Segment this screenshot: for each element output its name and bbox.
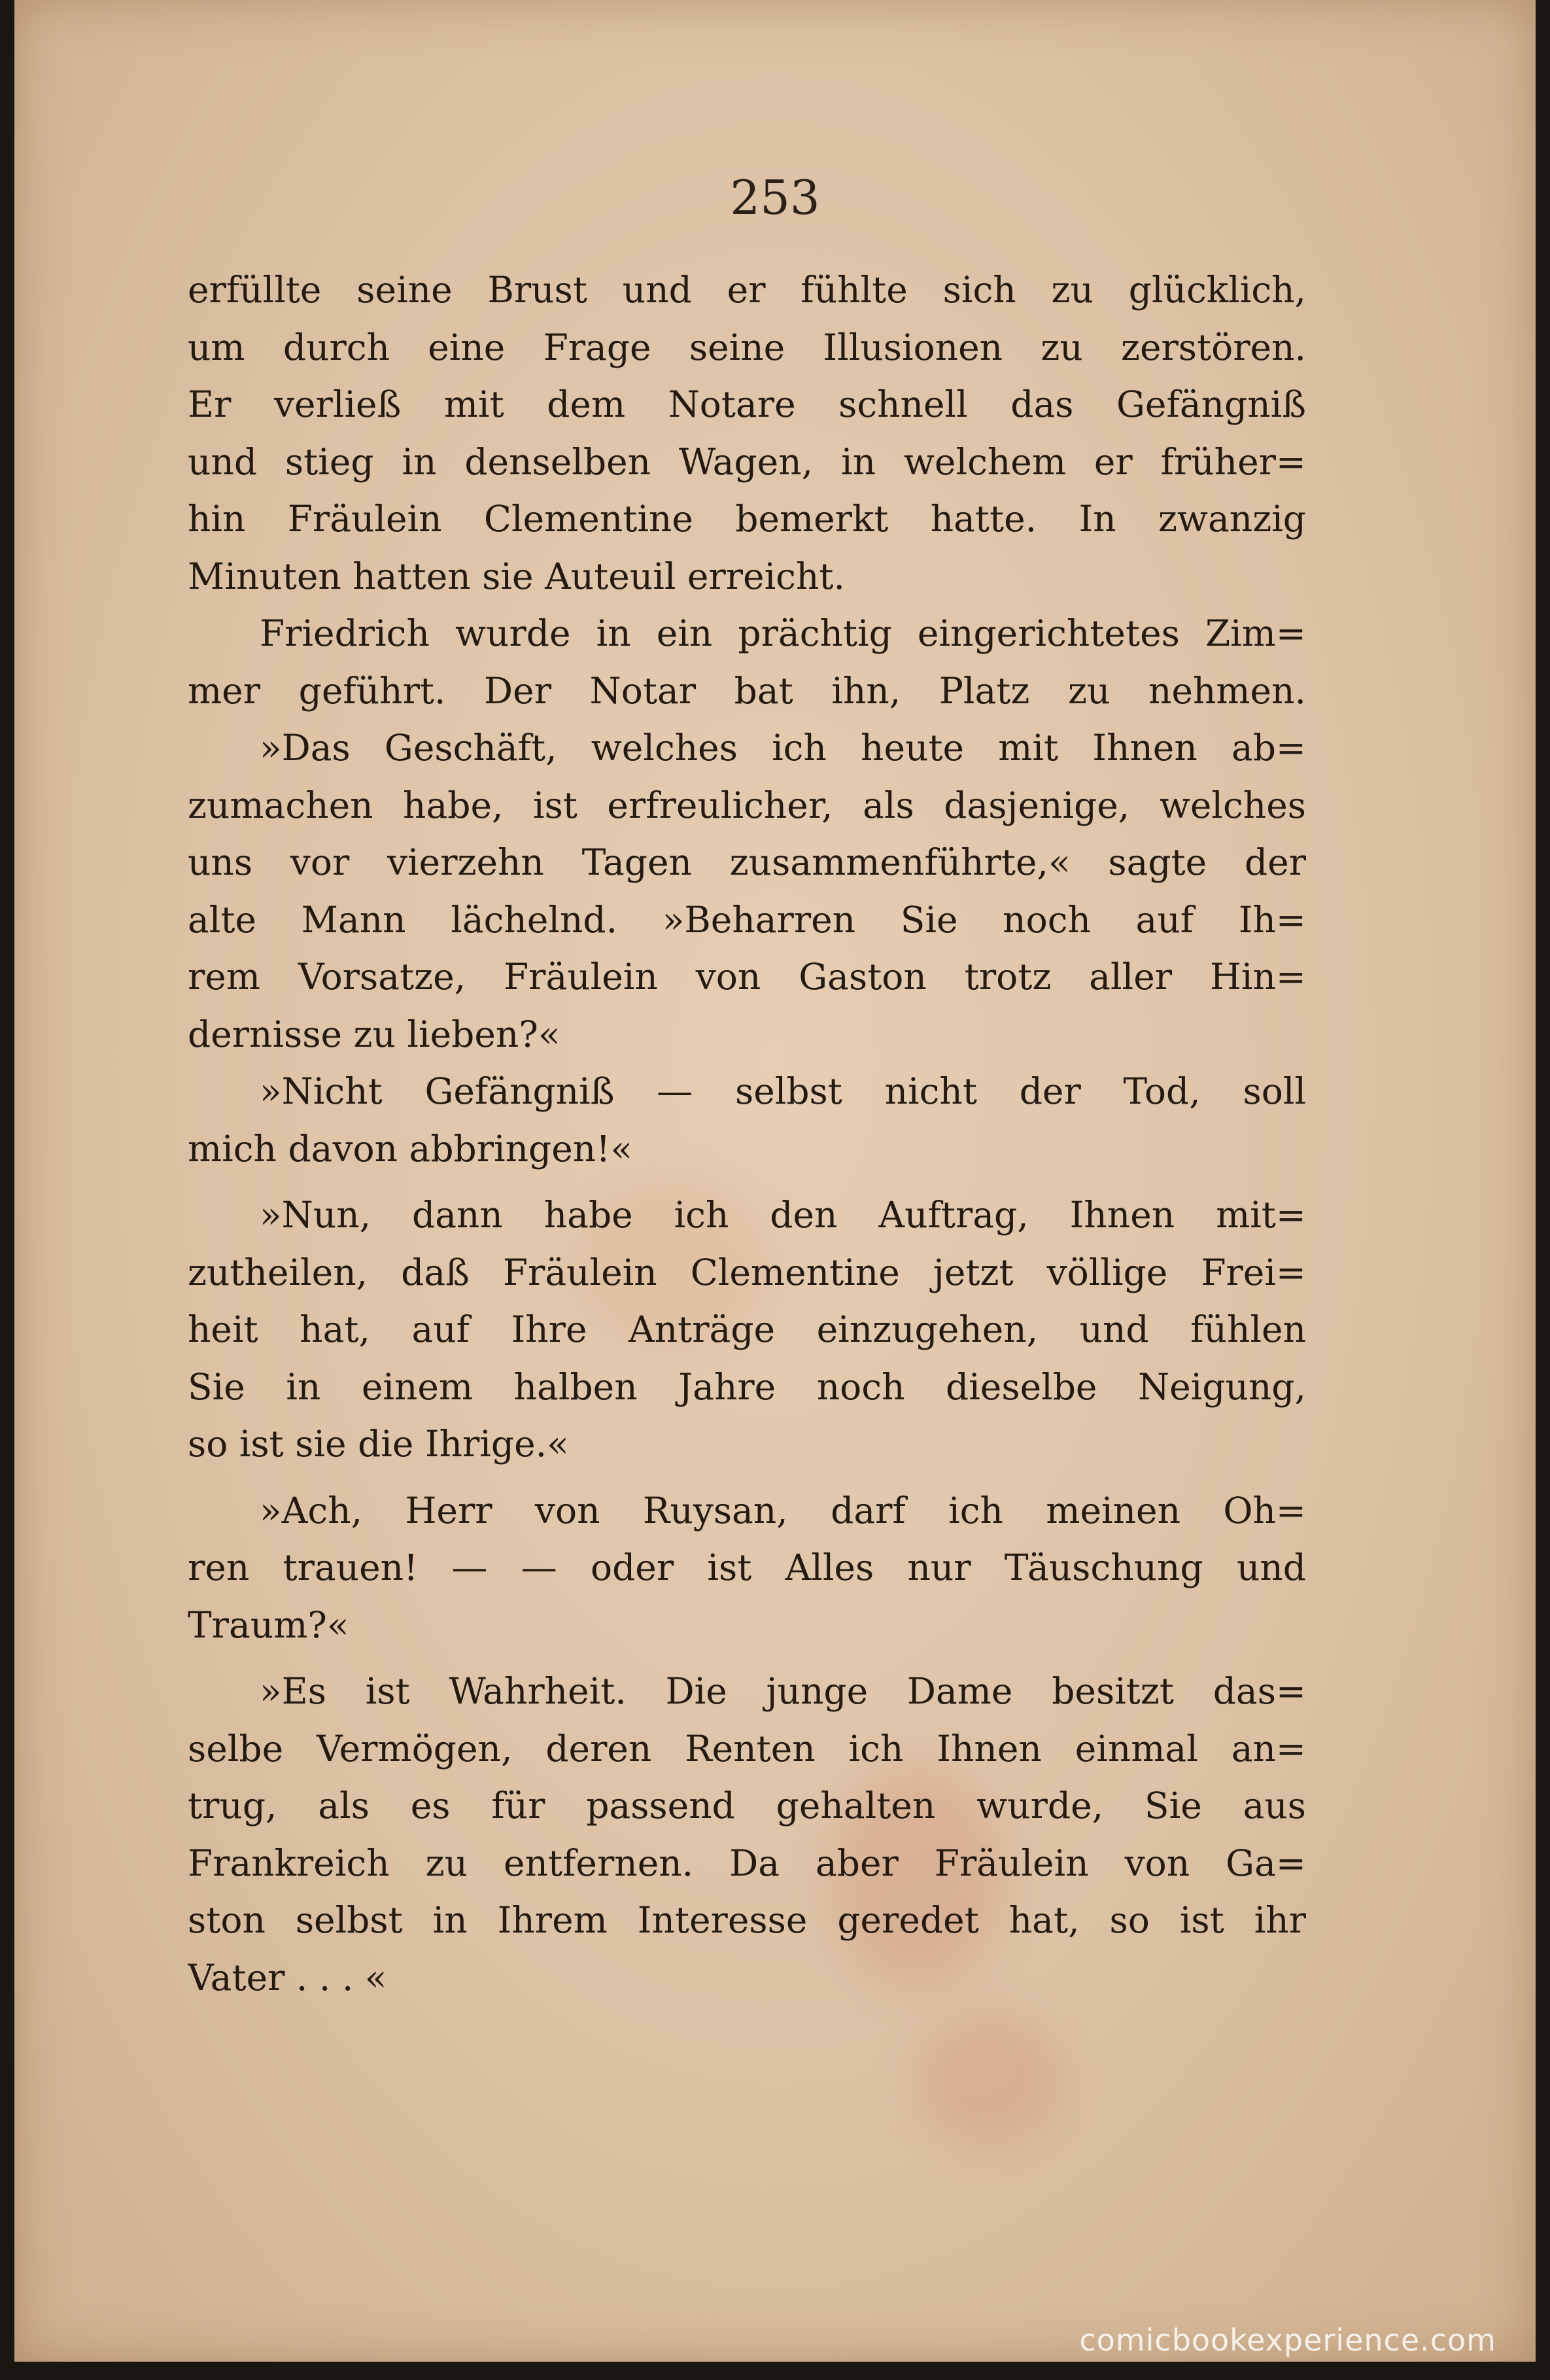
text-line: »Das Geschäft, welches ich heute mit Ihnen ab= xyxy=(260,727,1306,769)
body-text xyxy=(188,262,1306,2006)
text-line: zutheilen, daß Fräulein Clementine jetzt völlige Frei= xyxy=(188,1251,1306,1293)
text-line: dernisse zu lieben?« xyxy=(188,1013,560,1055)
text-line: zumachen habe, ist erfreulicher, als dasjenige, welches xyxy=(188,784,1306,826)
text-line: Friedrich wurde in ein prächtig eingerichtetes Zim= xyxy=(260,612,1306,654)
page-number: 253 xyxy=(730,170,820,225)
text-line: Traum?« xyxy=(188,1603,349,1646)
text-line: trug, als es für passend gehalten wurde, Sie aus xyxy=(188,1785,1306,1827)
text-line: »Nicht Gefängniß — selbst nicht der Tod, soll xyxy=(260,1070,1306,1112)
paragraph-gap xyxy=(188,1654,1306,1663)
text-line: rem Vorsatze, Fräulein von Gaston trotz aller Hin= xyxy=(188,956,1306,998)
text-line: Minuten hatten sie Auteuil erreicht. xyxy=(188,555,845,597)
text-line: mer geführt. Der Notar bat ihn, Platz zu nehmen. xyxy=(188,669,1306,712)
text-line: Er verließ mit dem Notare schnell das Gefängniß xyxy=(188,383,1306,425)
watermark: comicbookexperience.com xyxy=(1079,2322,1496,2358)
text-line: Sie in einem halben Jahre noch dieselbe Neigung, xyxy=(188,1365,1306,1408)
text-line: »Nun, dann habe ich den Auftrag, Ihnen mit= xyxy=(260,1194,1306,1236)
stain xyxy=(917,2015,1061,2146)
text-line: alte Mann lächelnd. »Beharren Sie noch auf Ih= xyxy=(188,898,1306,941)
text-line: so ist sie die Ihrige.« xyxy=(188,1423,569,1465)
text-line: ren trauen! — — oder ist Alles nur Täuschung und xyxy=(188,1547,1306,1588)
text-line: heit hat, auf Ihre Anträge einzugehen, und fühlen xyxy=(188,1308,1306,1350)
text-line: Frankreich zu entfernen. Da aber Fräulein von Ga= xyxy=(188,1842,1306,1884)
text-line: und stieg in denselben Wagen, in welchem er früher= xyxy=(188,440,1306,483)
text-line: Vater . . . « xyxy=(188,1956,387,1999)
text-line: um durch eine Frage seine Illusionen zu zerstören. xyxy=(188,326,1306,368)
paragraph-gap xyxy=(188,1473,1306,1482)
text-line: mich davon abbringen!« xyxy=(188,1127,632,1170)
text-line: »Ach, Herr von Ruysan, darf ich meinen Oh= xyxy=(260,1489,1306,1531)
book-page xyxy=(14,0,1536,2362)
text-line: selbe Vermögen, deren Renten ich Ihnen einmal an= xyxy=(188,1727,1306,1770)
text-line: ston selbst in Ihrem Interesse geredet hat, so ist ihr xyxy=(188,1899,1306,1941)
text-line: erfüllte seine Brust und er fühlte sich zu glücklich, xyxy=(188,269,1306,311)
paragraph-gap xyxy=(188,1178,1306,1187)
text-line: hin Fräulein Clementine bemerkt hatte. In zwanzig xyxy=(188,498,1306,540)
text-line: »Es ist Wahrheit. Die junge Dame besitzt das= xyxy=(260,1670,1306,1712)
text-line: uns vor vierzehn Tagen zusammenführte,« sagte der xyxy=(188,841,1306,883)
